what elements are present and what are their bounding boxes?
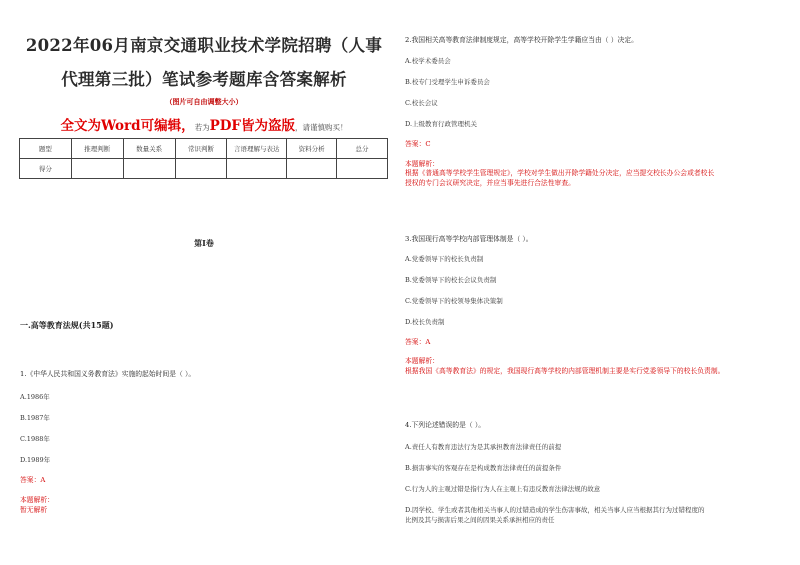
document-title-line2: 代理第三批）笔试参考题库含答案解析	[61, 70, 347, 89]
question-3-option-d: D.校长负责制	[405, 318, 445, 326]
question-1-explain-label: 本题解析：	[20, 496, 54, 504]
header-cell-quantity: 数量关系	[123, 139, 175, 159]
question-2-explain-label: 本题解析：	[405, 160, 439, 168]
question-2-option-b: B.校专门受理学生申诉委员会	[405, 78, 490, 86]
promo-caution: ，请谨慎购买！	[295, 123, 348, 132]
question-4-option-d-line2: 比例及其与损害后果之间的因果关系承担相应的责任	[405, 516, 555, 524]
header-cell-reasoning: 推理判断	[71, 139, 123, 159]
score-table	[19, 138, 388, 179]
question-3-option-b: B.党委领导下的校长会议负责制	[405, 276, 497, 284]
image-resize-note: （图片可自由调整大小）	[165, 97, 243, 106]
question-1-text: 1.《中华人民共和国义务教育法》实施的起始时间是（ ）。	[20, 370, 196, 378]
question-2-option-d: D.上级教育行政管理机关	[405, 120, 478, 128]
score-cell	[123, 159, 175, 179]
question-4-option-c: C.行为人的主观过错是指行为人在主观上有违反教育法律法规的故意	[405, 485, 601, 493]
volume-heading: 第I卷	[194, 238, 214, 248]
score-table-score-row	[20, 159, 388, 179]
question-3-option-c: C.党委领导下的校领导集体决策制	[405, 297, 503, 305]
question-4-text: 4.下列论述错误的是（ ）。	[405, 421, 486, 429]
score-cell	[71, 159, 123, 179]
question-1-option-b: B.1987年	[20, 414, 50, 422]
question-1-explain: 暂无解析	[20, 506, 48, 514]
score-cell	[337, 159, 388, 179]
question-3-explain-line1: 根据我国《高等教育法》的规定，我国现行高等学校的内部管理机制主要是实行党委领导下的校长负责制。	[405, 367, 725, 375]
header-cell-verbal: 言语理解与表达	[227, 139, 287, 159]
question-2-text: 2.我国相关高等教育法律制度规定，高等学校开除学生学籍应当由（ ）决定。	[405, 36, 638, 44]
question-1-answer: 答案：A	[20, 476, 46, 484]
promo-if: 若为	[194, 123, 210, 132]
question-2-explain-line2: 授权的专门会议研究决定，并应当事先进行合法性审查。	[405, 179, 575, 187]
promo-pdf-pirated: PDF皆为盗版	[209, 118, 296, 134]
score-cell	[175, 159, 227, 179]
header-cell-common-sense: 常识判断	[175, 139, 227, 159]
question-2-answer: 答案：C	[405, 140, 431, 148]
score-row-label: 得分	[20, 159, 72, 179]
section-heading: 一.高等教育法规(共15题)	[20, 320, 114, 330]
question-1-option-a: A.1986年	[20, 393, 50, 401]
question-4-option-b: B.损害事实的客观存在是构成教育法律责任的前提条件	[405, 464, 562, 472]
question-1-option-d: D.1989年	[20, 456, 51, 464]
header-cell-total: 总分	[337, 139, 388, 159]
question-3-explain-label: 本题解析：	[405, 357, 439, 365]
document-title-line1: 2022年06月南京交通职业技术学院招聘（人事	[25, 36, 383, 55]
question-4-option-d-line1: D.因学校、学生或者其他相关当事人的过错造成的学生伤害事故，相关当事人应当根据其行为过错程度的	[405, 506, 705, 514]
score-table-header-row	[20, 139, 388, 159]
question-2-option-c: C.校长会议	[405, 99, 438, 107]
score-cell	[227, 159, 287, 179]
question-3-answer: 答案：A	[405, 338, 431, 346]
question-3-option-a: A.党委领导下的校长负责制	[405, 255, 484, 263]
score-cell	[287, 159, 337, 179]
question-4-option-a: A.责任人有教育违法行为是其承担教育法律责任的前提	[405, 443, 562, 451]
header-cell-type: 题型	[20, 139, 72, 159]
promo-word-editable: 全文为Word可编辑，	[60, 118, 195, 134]
header-cell-data-analysis: 资料分析	[287, 139, 337, 159]
question-2-option-a: A.校学术委员会	[405, 57, 451, 65]
question-1-option-c: C.1988年	[20, 435, 50, 443]
question-3-text: 3.我国现行高等学校内部管理体制是（ ）。	[405, 235, 533, 243]
question-2-explain-line1: 根据《普通高等学校学生管理规定》，学校对学生做出开除学籍处分决定，应当提交校长办公会或者校长	[405, 169, 715, 177]
promo-notice	[18, 114, 390, 134]
